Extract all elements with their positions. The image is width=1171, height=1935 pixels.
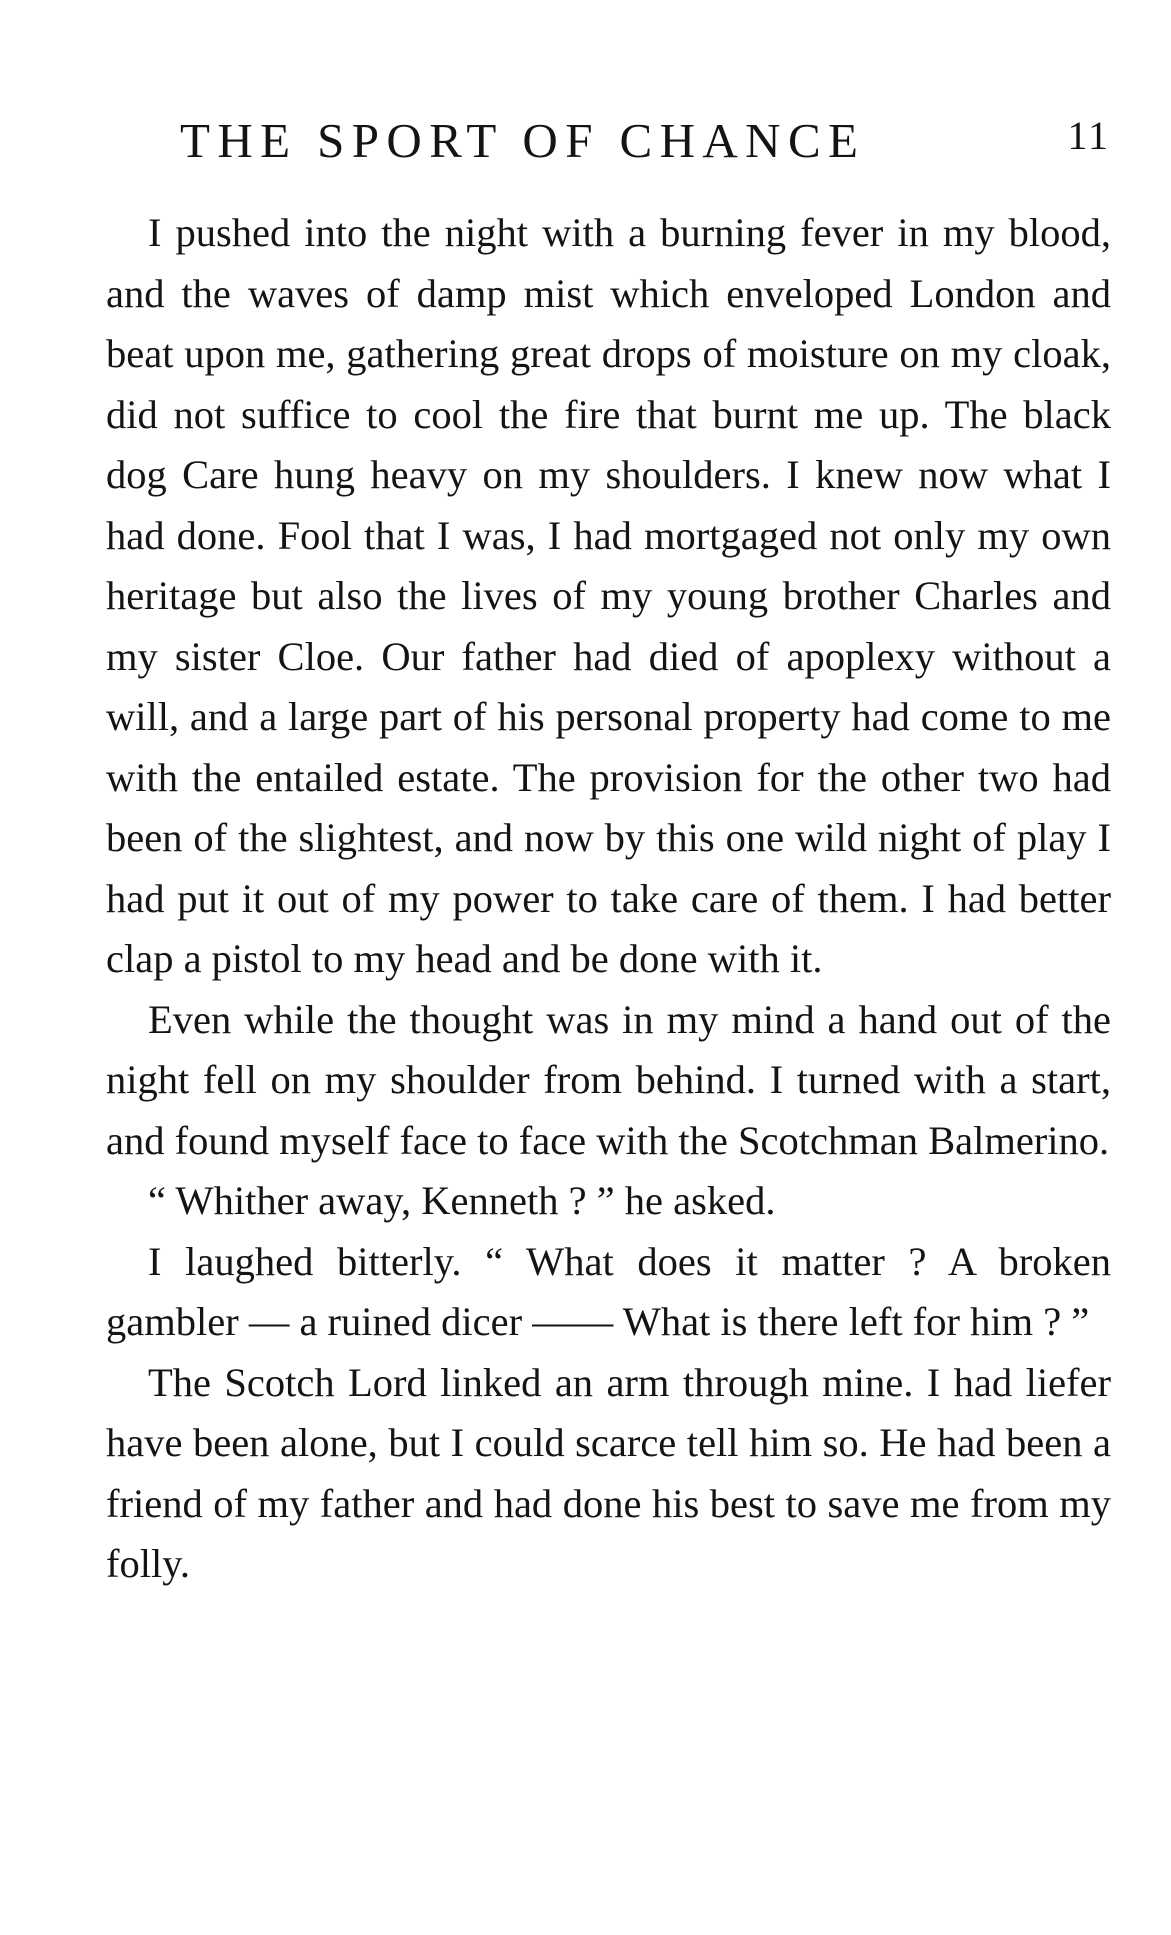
paragraph-3: “ Whither away, Kenneth ? ” he asked. xyxy=(148,1178,776,1223)
page-number: 11 xyxy=(1067,113,1110,158)
paragraph-2: Even while the thought was in my mind a hand out of the night fell on my shoulder from behind. I turned with a start, and found myself face to face with the Scotchman Balmerino. xyxy=(106,996,1111,1163)
body-text xyxy=(106,203,1111,1595)
paragraph-1: I pushed into the night with a burning fever in my blood, and the waves of damp mist which enveloped London and beat upon me, gathering great drops of moisture on my cloak, did not suffice to cool the fire that burnt me up. The black dog Care hung heavy on my shoulders. I knew now what I had done. Fool that I was, I had mortgaged not only my own heritage but also the lives of my young brother Charles and my sister Cloe. Our father had died of apoplexy without a will, and a large part of his personal property had come to me with the entailed estate. The provision for the other two had been of the slightest, and now by this one wild night of play I had put it out of my power to take care of them. I had better clap a pistol to my head and be done with it. xyxy=(106,210,1111,981)
paragraph-4: I laughed bitterly. “ What does it matter ? A broken gambler — a ruined dicer —— What is there left for him ? ” xyxy=(106,1238,1111,1344)
running-head xyxy=(180,112,1110,172)
running-head-title: THE SPORT OF CHANCE xyxy=(180,113,866,168)
paragraph-5: The Scotch Lord linked an arm through mine. I had liefer have been alone, but I could scarce tell him so. He had been a friend of my father and had done his best to save me from my folly. xyxy=(106,1359,1111,1586)
